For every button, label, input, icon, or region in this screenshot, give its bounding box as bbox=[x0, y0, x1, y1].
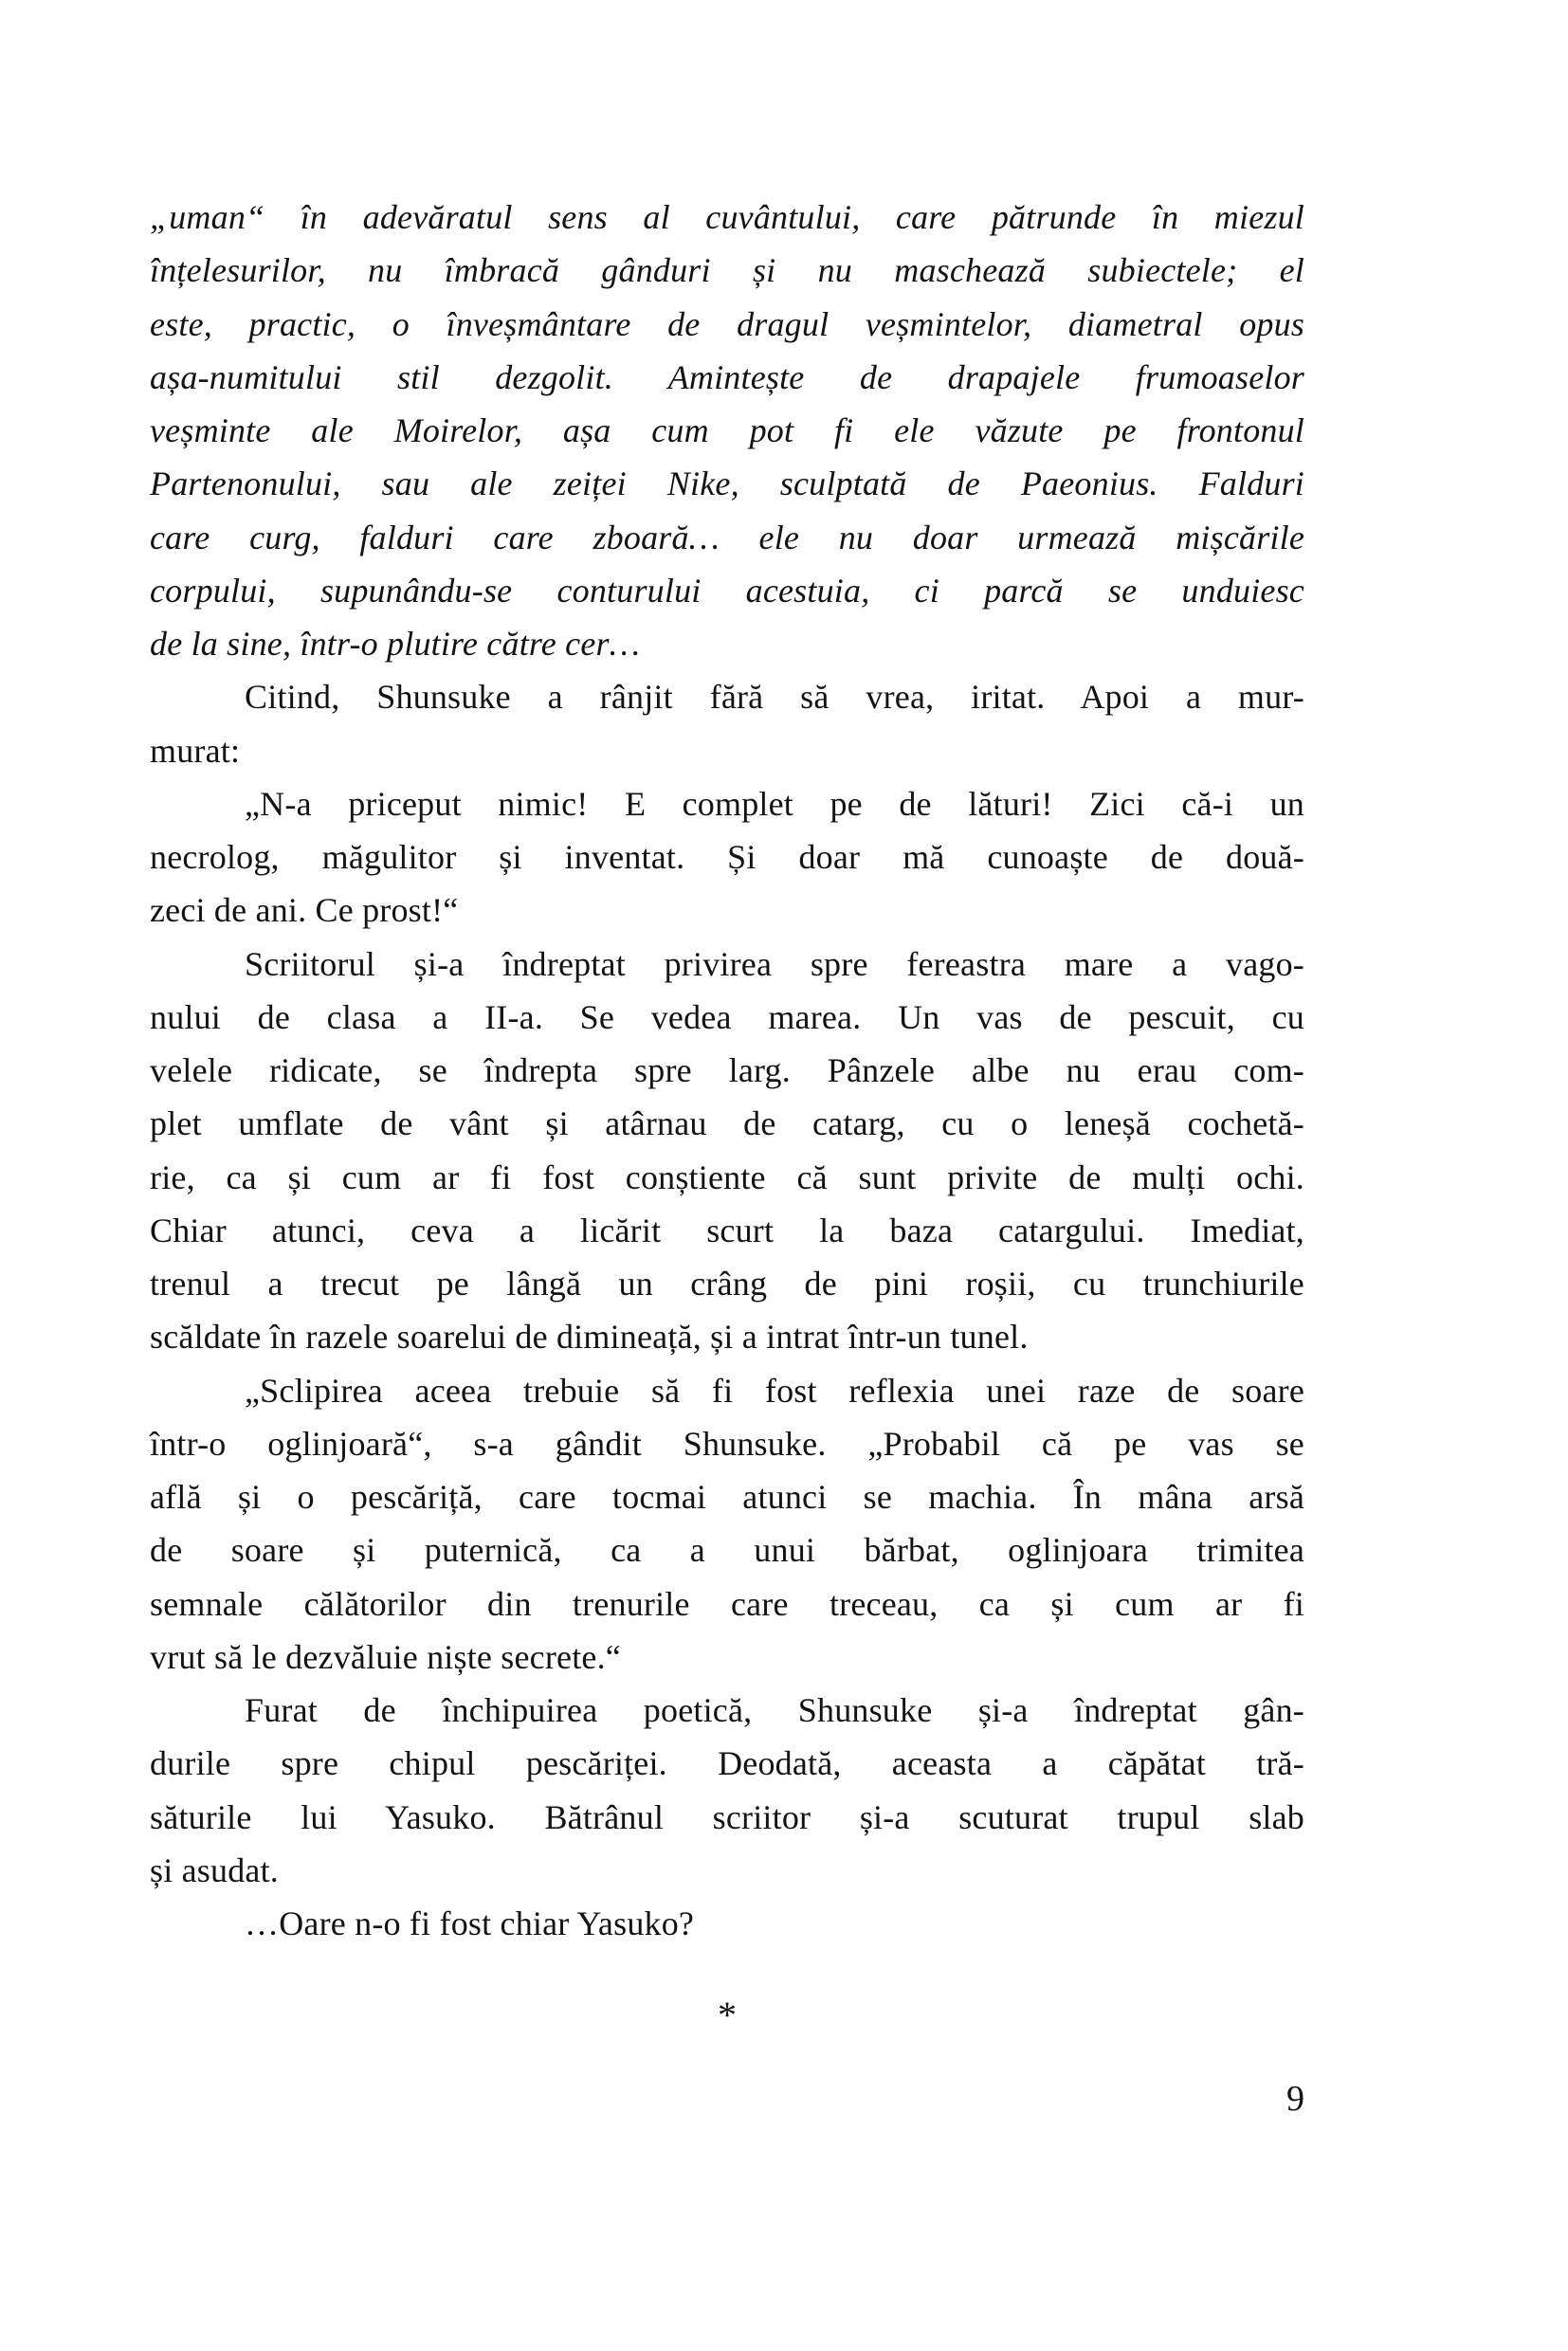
text-line: rie, ca și cum ar fi fost conștiente că sunt privite de mulți ochi. bbox=[150, 1157, 1304, 1196]
text-line: durile spre chipul pescăriței. Deodată, aceasta a căpătat tră- bbox=[150, 1744, 1304, 1783]
text-line: de la sine, într-o plutire către cer… bbox=[150, 625, 640, 663]
text-line: „uman“ în adevăratul sens al cuvântului, care pătrunde în miezul bbox=[150, 198, 1304, 236]
paragraph bbox=[150, 1897, 1304, 1950]
text-line: plet umflate de vânt și atârnau de catarg, cu o leneșă cochetă- bbox=[150, 1104, 1304, 1143]
text-line: velele ridicate, se îndrepta spre larg. Pânzele albe nu erau com- bbox=[150, 1051, 1304, 1089]
paragraph bbox=[150, 938, 1304, 1364]
text-line: Chiar atunci, ceva a licărit scurt la baza catargului. Imediat, bbox=[150, 1211, 1304, 1249]
text-line: zeci de ani. Ce prost!“ bbox=[150, 891, 459, 930]
paragraph bbox=[150, 777, 1304, 938]
text-line: Scriitorul și-a îndreptat privirea spre fereastra mare a vago- bbox=[245, 944, 1304, 983]
text-line: Partenonului, sau ale zeiței Nike, sculptată de Paeonius. Falduri bbox=[150, 465, 1304, 503]
text-line: așa-numitului stil dezgolit. Amintește de drapajele frumoaselor bbox=[150, 357, 1304, 396]
text-line: Citind, Shunsuke a rânjit fără să vrea, iritat. Apoi a mur- bbox=[245, 678, 1304, 717]
text-line: scăldate în razele soarelui de dimineață, și a intrat într-un tunel. bbox=[150, 1318, 1029, 1357]
text-line: corpului, supunându-se conturului acestuia, ci parcă se unduiesc bbox=[150, 571, 1304, 610]
text-line: înțelesurilor, nu îmbracă gânduri și nu maschează subiectele; el bbox=[150, 251, 1304, 290]
text-line: veșminte ale Moirelor, așa cum pot fi ele văzute pe frontonul bbox=[150, 411, 1304, 449]
paragraph bbox=[150, 1364, 1304, 1685]
text-line: Furat de închipuirea poetică, Shunsuke și-a îndreptat gân- bbox=[245, 1691, 1304, 1729]
text-line: săturile lui Yasuko. Bătrânul scriitor și-a scuturat trupul slab bbox=[150, 1797, 1304, 1836]
text-line: este, practic, o înveșmântare de dragul veșmintelor, diametral opus bbox=[150, 304, 1304, 343]
text-line: vrut să le dezvăluie niște secrete.“ bbox=[150, 1637, 621, 1676]
text-line: care curg, falduri care zboară… ele nu doar urmează mișcările bbox=[150, 518, 1304, 556]
text-line: „N-a priceput nimic! E complet pe de lături! Zici că-i un bbox=[245, 784, 1304, 823]
text-line: „Sclipirea aceea trebuie să fi fost reflexia unei raze de soare bbox=[245, 1371, 1304, 1410]
text-line: de soare și puternică, ca a unui bărbat, oglinjoara trimitea bbox=[150, 1531, 1304, 1570]
paragraph bbox=[150, 670, 1304, 777]
text-line: și asudat. bbox=[150, 1850, 279, 1889]
body-text bbox=[150, 191, 1304, 1950]
paragraph bbox=[150, 1684, 1304, 1897]
text-line: nului de clasa a II-a. Se vedea marea. Un vas de pescuit, cu bbox=[150, 997, 1304, 1036]
paragraph bbox=[150, 191, 1304, 670]
text-line: murat: bbox=[150, 731, 241, 770]
text-line: …Oare n-o fi fost chiar Yasuko? bbox=[245, 1904, 695, 1942]
section-separator: * bbox=[718, 1994, 737, 2036]
text-line: trenul a trecut pe lângă un crâng de pini roșii, cu trunchiurile bbox=[150, 1265, 1304, 1303]
text-line: necrolog, măgulitor și inventat. Și doar mă cunoaște de două- bbox=[150, 838, 1304, 876]
page-number: 9 bbox=[1286, 2079, 1304, 2119]
text-line: află și o pescăriță, care tocmai atunci se machia. În mâna arsă bbox=[150, 1478, 1304, 1516]
text-line: semnale călătorilor din trenurile care treceau, ca și cum ar fi bbox=[150, 1584, 1304, 1623]
text-line: într-o oglinjoară“, s-a gândit Shunsuke. „Probabil că pe vas se bbox=[150, 1424, 1304, 1463]
